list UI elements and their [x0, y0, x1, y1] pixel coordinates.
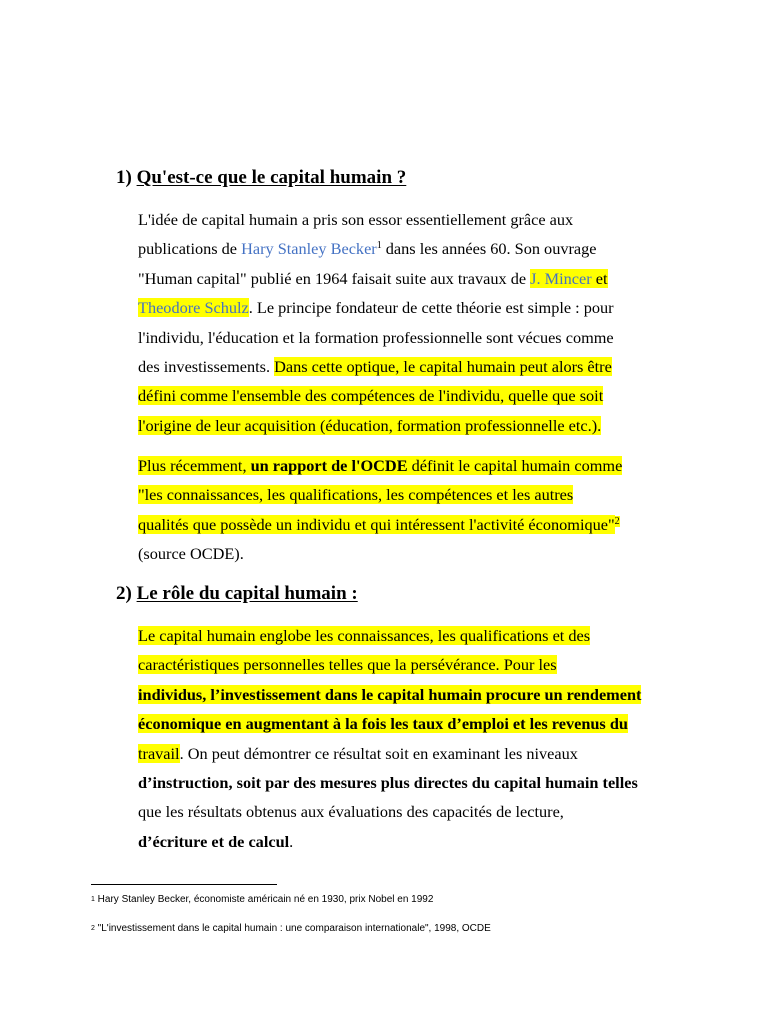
section-1-paragraph-2	[138, 451, 622, 569]
bold-text: d’écriture et de calcul	[138, 831, 290, 851]
text-segment: . Le principe fondateur de cette théorie est simple : pour	[248, 298, 614, 318]
highlighted-text: Le capital humain englobe les connaissances, les qualifications et des	[138, 626, 591, 645]
text-line	[138, 264, 614, 293]
footnote-ref-2[interactable]: 2	[614, 515, 620, 527]
text-line	[138, 709, 641, 738]
bold-highlighted-text: un rapport de l'OCDE	[250, 456, 408, 475]
text-segment: dans les années 60. Son ouvrage	[381, 239, 597, 259]
bold-highlighted-text: économique en augmentant à la fois les taux d’emploi et les revenus du	[138, 714, 628, 734]
footnote-separator	[91, 884, 277, 885]
section-2-heading	[116, 582, 358, 606]
footnote-number: 1	[91, 896, 95, 903]
bold-highlighted-text: individus, l’investissement dans le capital humain procure un rendement	[138, 684, 642, 704]
text-line	[138, 451, 622, 480]
text-line	[138, 234, 614, 263]
footnote-1	[91, 893, 433, 907]
footnote-ref-1[interactable]: 1	[376, 240, 382, 252]
text-line	[138, 352, 614, 381]
text-line	[138, 411, 614, 440]
text-segment: "Human capital" publié en 1964 faisait suite aux travaux de	[138, 268, 531, 288]
text-line	[138, 480, 622, 509]
becker-link[interactable]: Hary Stanley Becker	[241, 239, 377, 259]
text-line	[138, 621, 641, 650]
section-2-number: 2)	[116, 583, 132, 604]
text-line	[138, 293, 614, 322]
text-line	[138, 827, 641, 856]
text-line: que les résultats obtenus aux évaluations des capacités de lecture,	[138, 802, 564, 822]
text-segment: .	[289, 831, 294, 851]
text-line: l'individu, l'éducation et la formation professionnelle sont vécues comme	[138, 327, 614, 347]
section-2-title: Le rôle du capital humain :	[136, 583, 358, 604]
text-segment: des investissements.	[138, 356, 275, 376]
section-1-heading	[116, 166, 406, 190]
footnote-2	[91, 922, 491, 936]
section-1-paragraph-1	[138, 205, 614, 440]
footnote-number: 2	[91, 925, 95, 932]
highlighted-text: Dans cette optique, le capital humain peut alors être	[274, 356, 612, 376]
highlighted-text: défini comme l'ensemble des compétences de l'individu, quelle que soit	[138, 386, 604, 406]
text-line	[138, 381, 614, 410]
highlighted-text: travail	[138, 743, 180, 763]
bold-text: d’instruction, soit par des mesures plus directes du capital humain telles	[138, 772, 638, 792]
text-segment: . On peut démontrer ce résultat soit en examinant les niveaux	[179, 743, 578, 763]
highlighted-text: qualités que possède un individu et qui intéressent l'activité économique"	[138, 514, 615, 534]
footnote-text: Hary Stanley Becker, économiste américain né en 1930, prix Nobel en 1992	[94, 894, 434, 905]
text-line: (source OCDE).	[138, 544, 244, 564]
text-segment: publications de	[138, 239, 242, 259]
text-line	[138, 739, 641, 768]
highlighted-text: "les connaissances, les qualifications, les compétences et les autres	[138, 485, 574, 505]
schulz-link[interactable]: Theodore Schulz	[138, 298, 249, 318]
section-1-title: Qu'est-ce que le capital humain ?	[136, 167, 407, 188]
section-1-number: 1)	[116, 167, 132, 188]
section-2-paragraph-1	[138, 621, 641, 856]
highlighted-text: Plus récemment,	[138, 456, 251, 475]
text-line	[138, 768, 641, 797]
highlighted-text: caractéristiques personnelles telles que la persévérance. Pour les	[138, 655, 557, 675]
text-segment: et	[591, 268, 608, 288]
text-line	[138, 650, 641, 679]
highlighted-text: l'origine de leur acquisition (éducation, formation professionnelle etc.).	[138, 415, 602, 435]
text-line: L'idée de capital humain a pris son essor essentiellement grâce aux	[138, 210, 574, 229]
highlighted-text: définit le capital humain comme	[407, 456, 623, 475]
text-line	[138, 680, 641, 709]
mincer-link[interactable]: J. Mincer	[530, 268, 592, 288]
text-line	[138, 510, 622, 539]
footnote-text: "L'investissement dans le capital humain : une comparaison internationale", 1998, OCDE	[94, 923, 491, 934]
